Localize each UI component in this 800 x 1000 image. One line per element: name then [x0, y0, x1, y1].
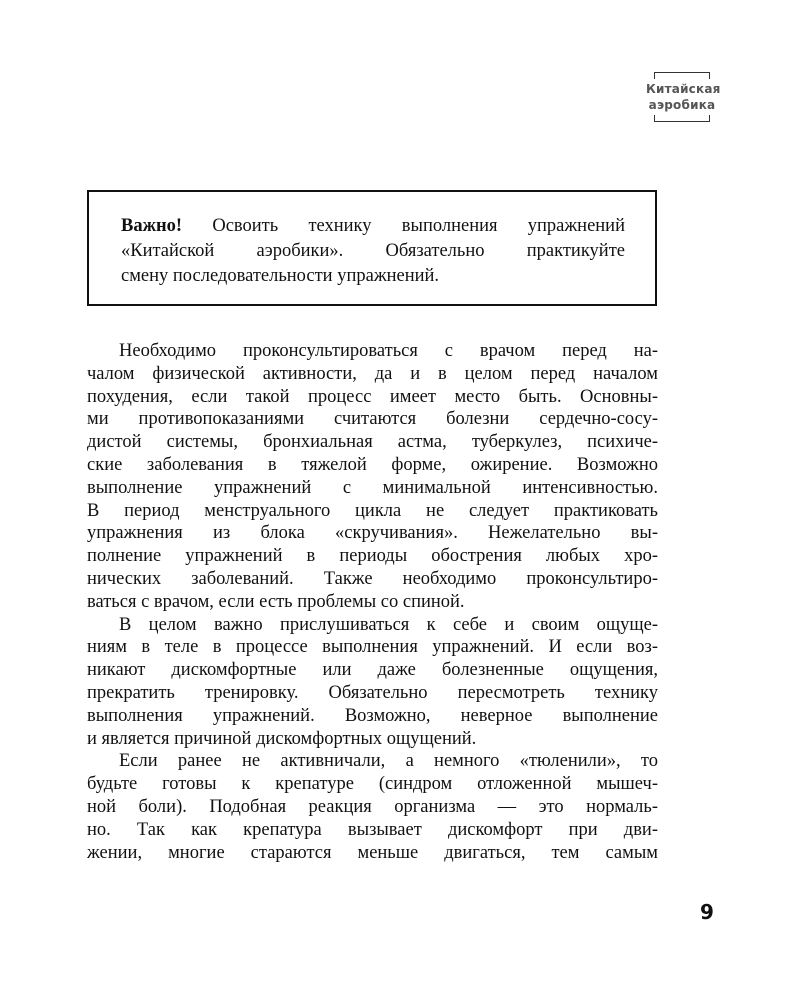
body-line: будьте готовы к крепатуре (синдром отложенной мышеч-: [87, 774, 658, 795]
body-line: но. Так как крепатура вызывает дискомфорт при дви-: [87, 819, 658, 840]
body-line: упражнения из блока «скручивания». Нежелательно вы-: [87, 523, 658, 544]
body-line: дистой системы, бронхиальная астма, туберкулез, психиче-: [87, 432, 658, 453]
body-line: Необходимо проконсультироваться с врачом перед на-: [119, 341, 658, 361]
body-line: ваться с врачом, если есть проблемы со спиной.: [87, 591, 465, 612]
body-line: В целом важно прислушиваться к себе и своим ощуще-: [119, 614, 658, 635]
notice-line-2: «Китайской аэробики». Обязательно практикуйте: [121, 241, 625, 261]
running-head-line-2: аэробика: [648, 98, 716, 112]
notice-line-1-text: Освоить технику выполнения упражнений: [182, 216, 625, 236]
body-line: В период менструального цикла не следует практиковать: [87, 500, 658, 521]
body-line: ские заболевания в тяжелой форме, ожирение. Возможно: [87, 454, 658, 475]
important-notice-box: [87, 190, 657, 306]
body-text: [87, 340, 658, 864]
body-line: прекратить тренировку. Обязательно пересмотреть технику: [87, 682, 658, 703]
notice-line-3: смену последовательности упражнений.: [121, 266, 440, 286]
running-head-bracket-top: [654, 72, 710, 79]
running-head: [646, 72, 721, 122]
body-line: никают дискомфортные или даже болезненные ощущения,: [87, 660, 658, 681]
running-head-line-1: Китайская: [646, 82, 721, 96]
notice-line-1: [121, 214, 625, 239]
running-head-title: [646, 81, 721, 113]
page-number: 9: [700, 900, 714, 924]
body-line: похудения, если такой процесс имеет место быть. Основны-: [87, 386, 658, 407]
body-line: жении, многие стараются меньше двигаться, тем самым: [87, 842, 658, 863]
body-line: выполнение упражнений с минимальной интенсивностью.: [87, 477, 658, 498]
notice-label: Важно!: [121, 216, 183, 236]
body-line: ниям в теле в процессе выполнения упражнений. И если воз-: [87, 637, 658, 658]
body-line: ной боли). Подобная реакция организма — это нормаль-: [87, 796, 658, 817]
body-line: выполнения упражнений. Возможно, неверное выполнение: [87, 705, 658, 726]
body-line: и является причиной дискомфортных ощущений.: [87, 728, 477, 749]
body-line: Если ранее не активничали, а немного «тюленили», то: [119, 751, 658, 772]
body-line: полнение упражнений в периоды обострения любых хро-: [87, 546, 658, 567]
running-head-bracket-bottom: [654, 115, 710, 122]
body-line: нических заболеваний. Также необходимо проконсультиро-: [87, 568, 658, 589]
body-line: ми противопоказаниями считаются болезни сердечно-сосу-: [87, 409, 658, 430]
body-line: чалом физической активности, да и в целом перед началом: [87, 363, 658, 384]
